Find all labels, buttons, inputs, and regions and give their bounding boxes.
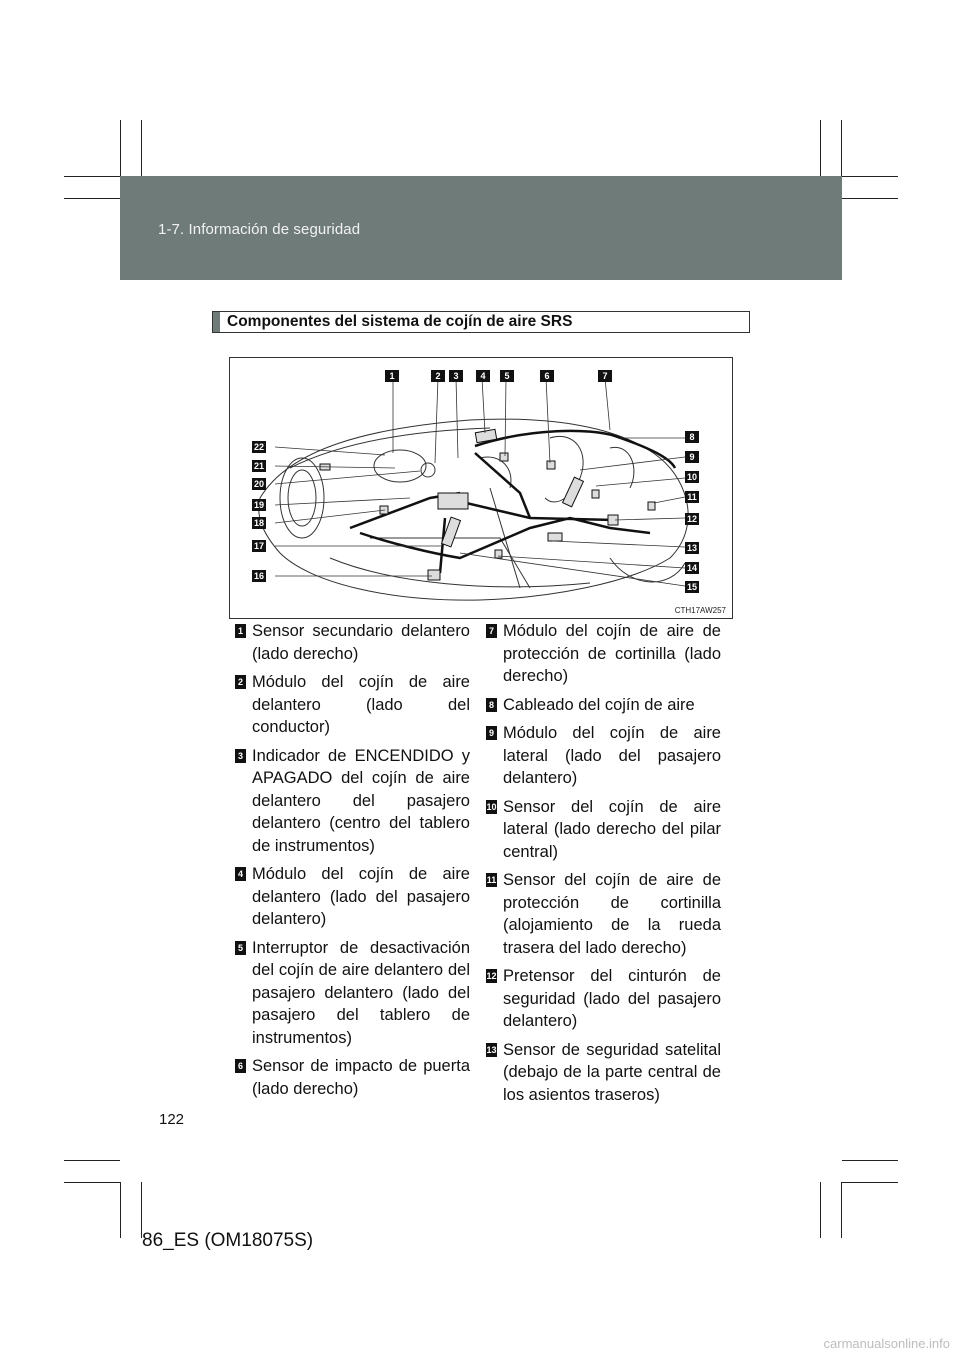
crop-mark	[842, 176, 898, 177]
legend-item	[486, 722, 721, 790]
legend-number: 2	[235, 675, 246, 689]
legend-text: Indicador de ENCENDIDO y APAGADO del cojín de aire delantero del pasajero delantero (centro del tablero de instrumentos)	[252, 746, 470, 855]
diagram-tag: 17	[253, 541, 264, 551]
diagram-tag: 16	[253, 571, 264, 581]
car-illustration	[230, 358, 733, 619]
legend-number: 13	[486, 1044, 497, 1055]
legend-text: Sensor de seguridad satelital (debajo de la parte central de los asientos traseros)	[503, 1040, 721, 1104]
legend-item	[486, 869, 721, 959]
diagram-tag: 2	[431, 370, 445, 382]
diagram-tag: 5	[500, 370, 514, 382]
legend-text: Cableado del cojín de aire	[503, 695, 695, 714]
section-title-box	[212, 311, 750, 333]
diagram-tag: 13	[686, 543, 697, 553]
crop-mark	[841, 1182, 842, 1238]
legend-item	[486, 1039, 721, 1107]
legend-number: 4	[235, 867, 246, 881]
crop-mark	[120, 1182, 121, 1238]
diagram-tag: 8	[685, 431, 699, 443]
crop-mark	[64, 176, 120, 177]
legend-number: 7	[486, 624, 497, 638]
legend-number: 5	[235, 941, 246, 955]
watermark: carmanualsonline.info	[823, 1336, 950, 1351]
title-accent-bar	[213, 312, 220, 332]
legend-text: Módulo del cojín de aire lateral (lado del pasajero delantero)	[503, 724, 721, 787]
legend-text: Pretensor del cinturón de seguridad (lado del pasajero delantero)	[503, 967, 721, 1030]
legend-number: 1	[235, 624, 246, 638]
legend-item	[486, 694, 721, 717]
crop-mark	[842, 1160, 898, 1161]
legend-text: Módulo del cojín de aire delantero (lado del conductor)	[252, 673, 470, 736]
diagram-tag: 15	[686, 582, 697, 592]
legend-text: Módulo del cojín de aire delantero (lado del pasajero delantero)	[252, 865, 470, 928]
crop-mark	[841, 120, 842, 176]
legend-number: 12	[486, 971, 497, 981]
legend-number: 3	[235, 749, 246, 763]
srs-diagram	[229, 357, 733, 619]
diagram-tag: 19	[253, 500, 264, 510]
legend-item	[486, 620, 721, 688]
document-code: 86_ES (OM18075S)	[142, 1230, 314, 1251]
diagram-tag: 18	[253, 518, 264, 528]
legend-item	[486, 965, 721, 1033]
diagram-tag: 12	[686, 514, 697, 524]
legend-text: Sensor de impacto de puerta (lado derecho)	[252, 1057, 470, 1098]
legend-number: 9	[486, 726, 497, 740]
diagram-tag: 1	[385, 370, 399, 382]
legend-item	[235, 937, 470, 1050]
legend-number: 10	[486, 801, 497, 812]
crop-mark	[64, 198, 120, 199]
page-number: 122	[159, 1111, 185, 1128]
legend-number: 11	[486, 875, 497, 885]
legend-number: 8	[486, 698, 497, 712]
diagram-tag: 9	[685, 451, 699, 463]
legend-left-column	[235, 620, 470, 1106]
crop-mark	[120, 120, 121, 176]
figure-code: CTH17AW257	[674, 606, 726, 615]
crop-mark	[820, 120, 821, 176]
legend-item	[235, 745, 470, 858]
crop-mark	[64, 1182, 120, 1183]
section-title: Componentes del sistema de cojín de aire SRS	[227, 313, 573, 330]
legend-number: 6	[235, 1059, 246, 1073]
legend-text: Sensor del cojín de aire de protección de cortinilla (alojamiento de la rueda trasera del lado derecho)	[503, 871, 721, 957]
legend-item	[486, 796, 721, 864]
legend-item	[235, 1055, 470, 1100]
legend-text: Sensor secundario delantero (lado derecho)	[252, 622, 470, 663]
diagram-tag: 22	[253, 442, 264, 452]
diagram-tag: 14	[686, 563, 697, 573]
diagram-tag: 7	[598, 370, 612, 382]
legend-item	[235, 620, 470, 665]
legend-text: Módulo del cojín de aire de protección de cortinilla (lado derecho)	[503, 622, 721, 685]
diagram-tag: 10	[686, 472, 697, 482]
crop-mark	[842, 1182, 898, 1183]
crop-mark	[820, 1182, 821, 1238]
legend-item	[235, 863, 470, 931]
legend-text: Sensor del cojín de aire lateral (lado derecho del pilar central)	[503, 797, 721, 861]
diagram-tag: 3	[449, 370, 463, 382]
crop-mark	[141, 120, 142, 176]
legend-text: Interruptor de desactivación del cojín de aire delantero del pasajero delantero (lado del pasajero del tablero de instrumentos)	[252, 938, 470, 1047]
diagram-tag: 4	[476, 370, 490, 382]
section-label: 1-7. Información de seguridad	[158, 221, 361, 238]
diagram-tag: 6	[540, 370, 554, 382]
crop-mark	[842, 198, 898, 199]
diagram-tag: 20	[253, 479, 264, 489]
legend-item	[235, 671, 470, 739]
legend-right-column	[486, 620, 721, 1112]
diagram-tag: 11	[685, 491, 699, 503]
diagram-tag: 21	[253, 461, 264, 471]
crop-mark	[64, 1160, 120, 1161]
